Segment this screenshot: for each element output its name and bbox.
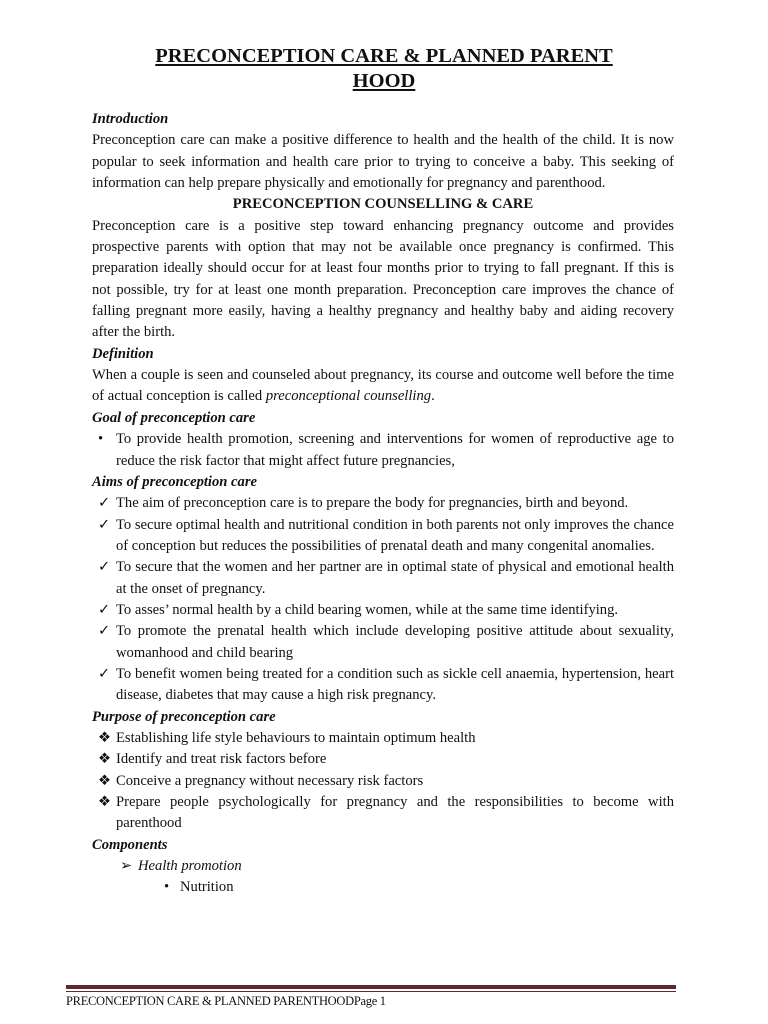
title-line-1: PRECONCEPTION CARE & PLANNED PARENT [155,45,613,67]
document-body [92,109,674,899]
list-item-text: To asses’ normal health by a child bearing women, while at the same time identifying. [116,601,619,618]
diamond-bullet-icon: ❖ [98,772,112,789]
document-title [0,44,768,94]
list-item [92,771,674,792]
list-item [92,792,674,835]
list-item-text: Conceive a pregnancy without necessary risk factors [116,772,424,789]
section-heading-definition: Definition [92,345,154,362]
goal-list [92,429,674,472]
section-heading-aims: Aims of preconception care [92,473,257,490]
list-item [92,515,674,558]
list-item-text: Identify and treat risk factors before [116,751,327,768]
list-item [92,728,674,749]
diamond-bullet-icon: ❖ [98,751,112,768]
purpose-list [92,728,674,835]
counselling-paragraph: Preconception care is a positive step toward enhancing pregnancy outcome and provides prospective parents with option that may not be available once pregnancy is confirmed. This preparation ideally should occur for at least four months prior to trying to fall pregnant. If this is not possible, try for at least one month preparation. Preconception care improves the chance of falling pregnant more easily, having a healthy pregnancy and healthy baby and aiding recovery after the birth. [92,217,674,341]
list-item [92,600,674,621]
section-heading-goal: Goal of preconception care [92,409,256,426]
list-item [92,749,674,770]
list-item-text: To provide health promotion, screening and interventions for women of reproductive age to reduce the risk factor that might affect future pregnancies, [116,431,674,469]
page-number: Page 1 [353,994,386,1008]
list-item [92,621,674,664]
section-heading-introduction: Introduction [92,111,169,127]
list-item [92,856,674,877]
checkmark-icon: ✓ [98,601,111,618]
arrowhead-bullet-icon: ➢ [120,858,133,875]
list-item-text: Nutrition [180,879,234,896]
checkmark-icon: ✓ [98,495,111,512]
definition-paragraph [92,365,674,408]
checkmark-icon: ✓ [98,665,111,682]
list-item-text: To secure optimal health and nutritional condition in both parents not only improves the chance of conception but reduces the possibilities of prenatal death and many congenital anomalies. [116,516,674,554]
list-item [92,664,674,707]
definition-end: . [431,388,435,405]
list-item [92,493,674,514]
list-item-text: To secure that the women and her partner are in optimal state of physical and emotional health at the onset of pregnancy. [116,559,674,597]
checkmark-icon: ✓ [98,516,111,533]
checkmark-icon: ✓ [98,623,111,640]
list-item-text: Health promotion [138,858,242,875]
list-item-text: Prepare people psychologically for pregnancy and the responsibilities to become with parenthood [116,794,674,832]
definition-term: preconceptional counselling [265,388,432,405]
intro-paragraph: Preconception care can make a positive difference to health and the health of the child. It is now popular to seek information and health care prior to trying to conceive a baby. This seeking of information can help prepare physically and emotionally for pregnancy and parenthood. [92,132,674,192]
list-item [92,877,674,898]
list-item-text: To benefit women being treated for a condition such as sickle cell anaemia, hypertension, heart disease, diabetes that may cause a high risk pregnancy. [116,665,674,704]
footer-rule-thin [66,991,676,992]
definition-text: When a couple is seen and counseled about pregnancy, its course and outcome well before the time of actual conception is called [92,367,674,405]
section-heading-counselling: PRECONCEPTION COUNSELLING & CARE [232,196,534,213]
list-item-text: To promote the prenatal health which include developing positive attitude about sexuality, womanhood and child bearing [116,623,674,661]
title-line-2: HOOD [352,70,416,92]
list-item-text: Establishing life style behaviours to maintain optimum health [116,729,476,746]
checkmark-icon: ✓ [98,559,111,576]
footer-rule [66,985,676,989]
page-footer [66,994,386,1009]
aims-list [92,493,674,706]
components-list [92,856,674,877]
diamond-bullet-icon: ❖ [98,729,112,746]
diamond-bullet-icon: ❖ [98,794,112,810]
components-sublist [92,877,674,898]
list-item-text: The aim of preconception care is to prepare the body for pregnancies, birth and beyond. [116,495,629,512]
section-heading-purpose: Purpose of preconception care [92,708,276,725]
bullet-icon: • [98,431,104,448]
footer-title: PRECONCEPTION CARE & PLANNED PARENTHOOD [66,994,354,1008]
section-heading-components: Components [92,836,168,853]
list-item [92,429,674,472]
bullet-icon: • [164,879,170,896]
list-item [92,557,674,600]
